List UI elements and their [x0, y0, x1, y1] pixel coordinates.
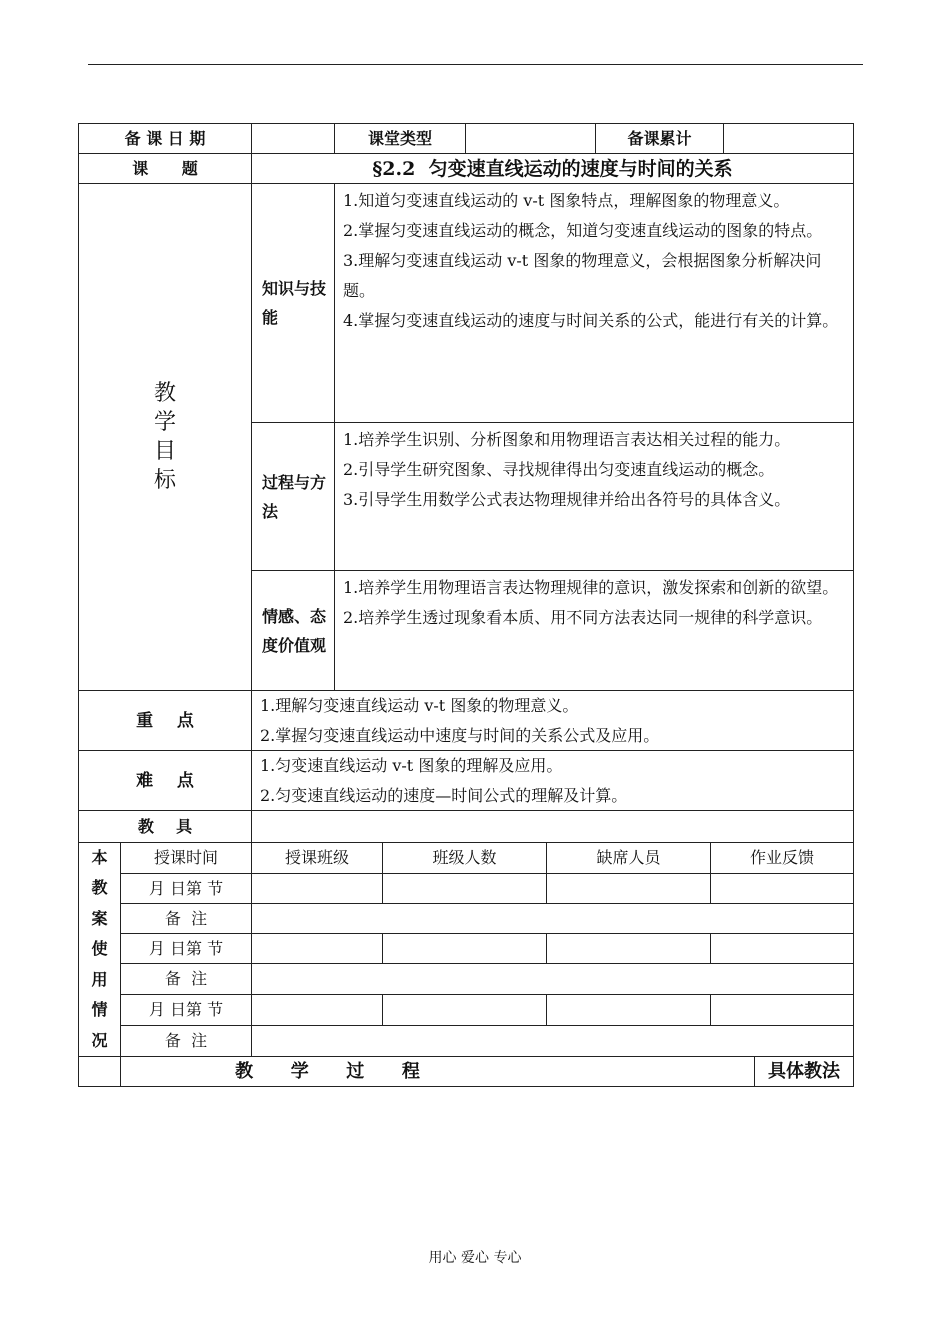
emotion-values-items	[334, 570, 854, 691]
list-item: 2.培养学生透过现象看本质、用不同方法表达同一规律的科学意识。	[343, 608, 823, 627]
usage-header-class: 授课班级	[251, 842, 383, 874]
lesson-type-value	[465, 123, 596, 154]
usage-date-2: 月 日第 节	[120, 933, 252, 964]
process-label: 教 学 过 程	[120, 1056, 755, 1087]
process-corner	[78, 1056, 121, 1087]
header-rule	[88, 64, 863, 65]
usage-header-homework: 作业反馈	[710, 842, 854, 874]
list-item: 1.匀变速直线运动 v-t 图象的理解及应用。	[260, 756, 563, 775]
cumulative-label: 备课累计	[595, 123, 724, 154]
difficulties-items	[251, 750, 854, 811]
tools-value	[251, 810, 854, 843]
usage-cell	[546, 994, 711, 1026]
usage-cell	[382, 873, 547, 904]
list-item: 1.知道匀变速直线运动的 v-t 图象特点，理解图象的物理意义。	[343, 191, 790, 210]
list-item: 4.掌握匀变速直线运动的速度与时间关系的公式，能进行有关的计算。	[343, 311, 839, 330]
usage-cell	[251, 873, 383, 904]
list-item: 3.理解匀变速直线运动 v-t 图象的物理意义，会根据图象分析解决问题。	[343, 251, 822, 300]
cumulative-value	[723, 123, 854, 154]
list-item: 1.理解匀变速直线运动 v-t 图象的物理意义。	[260, 696, 579, 715]
list-item: 2.引导学生研究图象、寻找规律得出匀变速直线运动的概念。	[343, 460, 775, 479]
topic-label: 课 题	[78, 153, 252, 184]
usage-cell	[382, 994, 547, 1026]
footer-motto: 用心 爱心 专心	[428, 1250, 522, 1266]
usage-date-3: 月 日第 节	[120, 994, 252, 1026]
usage-note-value	[251, 903, 854, 934]
list-item: 1.培养学生用物理语言表达物理规律的意识，激发探索和创新的欲望。	[343, 578, 839, 597]
usage-cell	[546, 873, 711, 904]
method-label: 具体教法	[754, 1056, 854, 1087]
objectives-label: 教学目标	[153, 381, 176, 493]
process-methods-items	[334, 422, 854, 571]
usage-cell	[251, 994, 383, 1026]
list-item: 1.培养学生识别、分析图象和用物理语言表达相关过程的能力。	[343, 430, 791, 449]
tools-label: 教 具	[78, 810, 252, 843]
usage-note-3: 备 注	[120, 1025, 252, 1057]
knowledge-skills-items	[334, 183, 854, 423]
usage-header-absent: 缺席人员	[546, 842, 711, 874]
lesson-type-label: 课堂类型	[334, 123, 466, 154]
usage-date-1: 月 日第 节	[120, 873, 252, 904]
usage-cell	[710, 873, 854, 904]
knowledge-skills-label: 知识与技能	[251, 183, 335, 423]
difficulties-label: 难 点	[78, 750, 252, 811]
usage-note-1: 备 注	[120, 903, 252, 934]
prep-date-label: 备 课 日 期	[78, 123, 252, 154]
prep-date-value	[251, 123, 335, 154]
usage-note-2: 备 注	[120, 963, 252, 995]
usage-label: 本教案使用情况	[91, 847, 108, 1050]
usage-header-time: 授课时间	[120, 842, 252, 874]
key-points-label: 重 点	[78, 690, 252, 751]
list-item: 2.掌握匀变速直线运动的概念，知道匀变速直线运动的图象的特点。	[343, 221, 823, 240]
usage-cell	[546, 933, 711, 964]
list-item: 2.匀变速直线运动的速度—时间公式的理解及计算。	[260, 786, 628, 805]
topic-title: §2.2 匀变速直线运动的速度与时间的关系	[251, 153, 854, 184]
list-item: 3.引导学生用数学公式表达物理规律并给出各符号的具体含义。	[343, 490, 791, 509]
usage-note-value	[251, 1025, 854, 1057]
usage-cell	[710, 994, 854, 1026]
usage-cell	[382, 933, 547, 964]
key-points-items	[251, 690, 854, 751]
usage-note-value	[251, 963, 854, 995]
usage-label-cell	[78, 842, 121, 1057]
usage-cell	[251, 933, 383, 964]
process-methods-label: 过程与方法	[251, 422, 335, 571]
list-item: 2.掌握匀变速直线运动中速度与时间的关系公式及应用。	[260, 726, 660, 745]
emotion-values-label: 情感、态度价值观	[251, 570, 335, 691]
usage-header-count: 班级人数	[382, 842, 547, 874]
usage-cell	[710, 933, 854, 964]
objectives-label-cell	[78, 183, 252, 691]
